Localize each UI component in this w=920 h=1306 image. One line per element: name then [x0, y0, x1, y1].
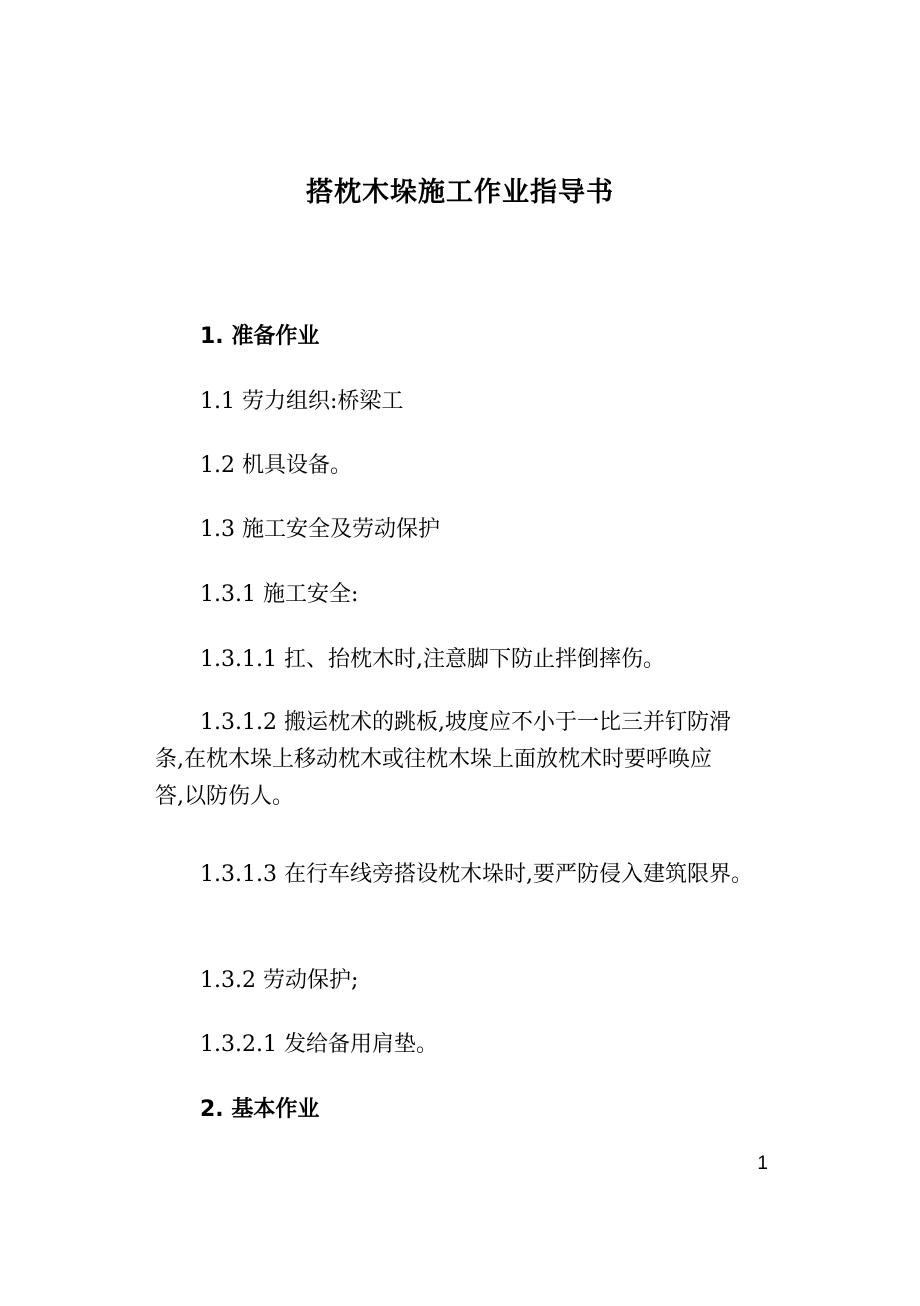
item-1-3-1-2 — [155, 703, 785, 817]
section-heading-2: 2. 基本作业 — [200, 1097, 320, 1122]
item-1-3: 1.3 施工安全及劳动保护 — [200, 517, 440, 542]
item-1-3-2-1: 1.3.2.1 发给备用肩垫。 — [200, 1032, 438, 1057]
item-1-3-1-3: 1.3.1.3 在行车线旁搭设枕木垛时,要严防侵入建筑限界。 — [200, 862, 753, 887]
document-title: 搭枕木垛施工作业指导书 — [306, 177, 614, 208]
section-heading-1: 1. 准备作业 — [200, 324, 320, 349]
item-1-3-1-1: 1.3.1.1 扛、抬枕木时,注意脚下防止拌倒摔伤。 — [200, 647, 665, 672]
item-1-3-1: 1.3.1 施工安全: — [200, 582, 359, 607]
item-1-3-1-2-line-1: 1.3.1.2 搬运枕术的跳板,坡度应不小于一比三并钉防滑 — [200, 710, 731, 735]
item-1-3-2: 1.3.2 劳动保护; — [200, 968, 359, 993]
item-1-2: 1.2 机具设备。 — [200, 453, 352, 478]
page-number: 1 — [757, 1153, 768, 1174]
item-1-3-1-2-line-2: 条,在枕木垛上移动枕木或往枕木垛上面放枕术时要呼唤应 — [155, 747, 712, 772]
item-1-1: 1.1 劳力组织:桥梁工 — [200, 389, 404, 414]
item-1-3-1-2-line-3: 答,以防伤人。 — [155, 784, 294, 809]
